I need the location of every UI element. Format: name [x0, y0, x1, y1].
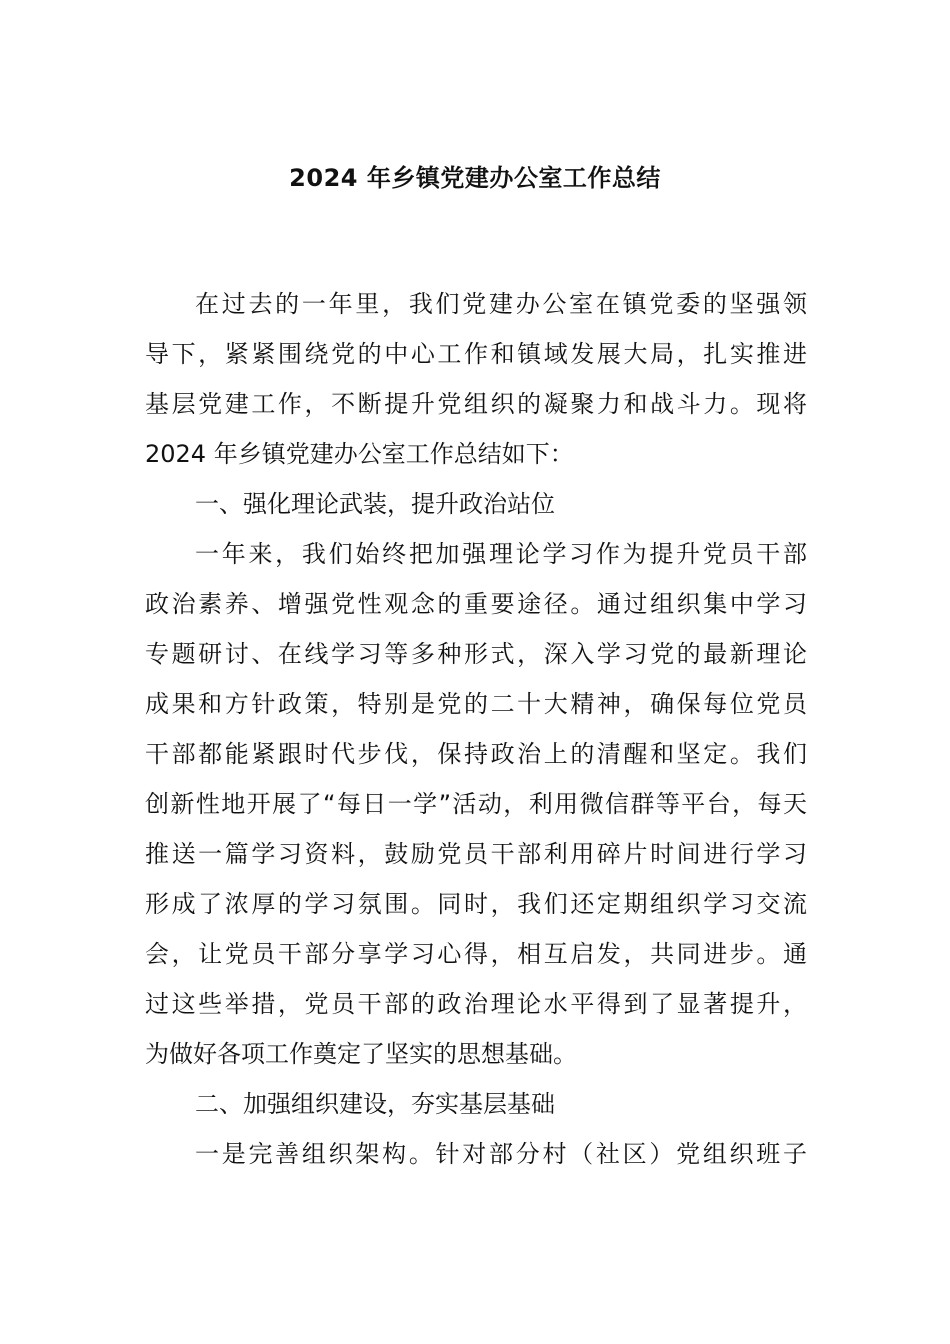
paragraph-2-line-1: 一年来，我们始终把加强理论学习作为提升党员干部 — [195, 540, 807, 568]
paragraph-1-line-2: 导下，紧紧围绕党的中心工作和镇域发展大局，扎实推进 — [145, 340, 807, 368]
section-heading-2: 二、加强组织建设，夯实基层基础 — [195, 1090, 555, 1118]
document-title: 2024 年乡镇党建办公室工作总结 — [289, 164, 661, 192]
paragraph-2-line-4: 成果和方针政策，特别是党的二十大精神，确保每位党员 — [145, 690, 807, 718]
paragraph-2-line-8: 形成了浓厚的学习氛围。同时，我们还定期组织学习交流 — [145, 890, 807, 918]
document-body — [145, 279, 807, 1179]
paragraph-2-line-11: 为做好各项工作奠定了坚实的思想基础。 — [145, 1040, 577, 1068]
paragraph-2-line-10: 过这些举措，党员干部的政治理论水平得到了显著提升， — [145, 990, 807, 1018]
paragraph-2-line-3: 专题研讨、在线学习等多种形式，深入学习党的最新理论 — [145, 640, 807, 668]
paragraph-1-line-4: 2024 年乡镇党建办公室工作总结如下： — [145, 440, 574, 468]
paragraph-2-line-2: 政治素养、增强党性观念的重要途径。通过组织集中学习 — [145, 590, 807, 618]
paragraph-1-line-3: 基层党建工作，不断提升党组织的凝聚力和战斗力。现将 — [145, 390, 807, 418]
paragraph-3-line-1: 一是完善组织架构。针对部分村（社区）党组织班子 — [195, 1140, 807, 1168]
paragraph-2-line-9: 会，让党员干部分享学习心得，相互启发，共同进步。通 — [145, 940, 807, 968]
paragraph-1-line-1: 在过去的一年里，我们党建办公室在镇党委的坚强领 — [195, 290, 807, 318]
section-heading-1: 一、强化理论武装，提升政治站位 — [195, 490, 555, 518]
paragraph-2-line-5: 干部都能紧跟时代步伐，保持政治上的清醒和坚定。我们 — [145, 740, 807, 768]
paragraph-2-line-7: 推送一篇学习资料，鼓励党员干部利用碎片时间进行学习 — [145, 840, 807, 868]
paragraph-2-line-6: 创新性地开展了“每日一学”活动，利用微信群等平台，每天 — [145, 790, 807, 818]
